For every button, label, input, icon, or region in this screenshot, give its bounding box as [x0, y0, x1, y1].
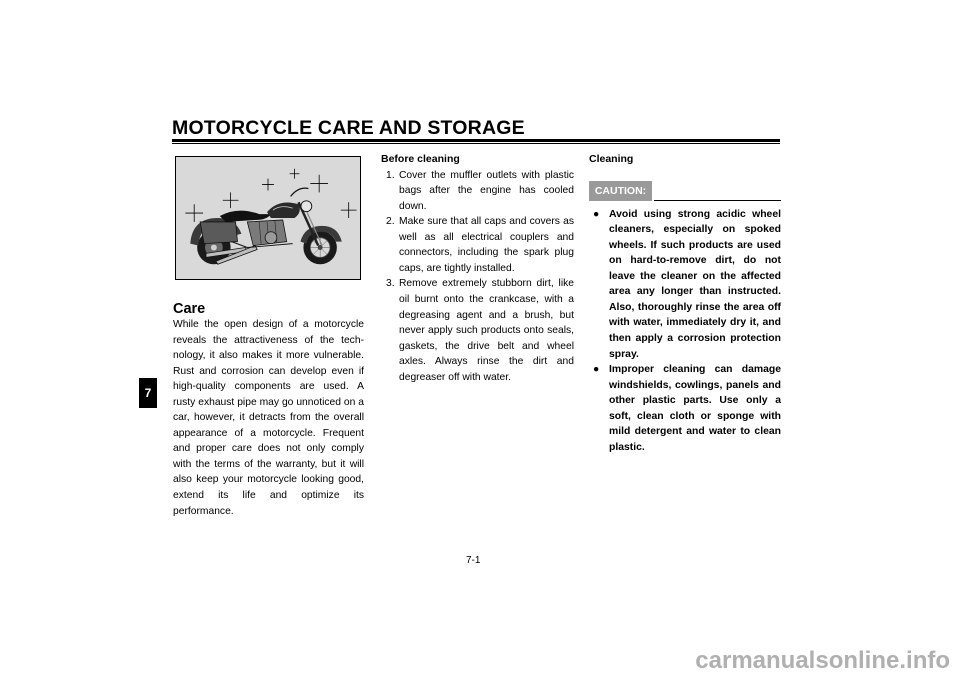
bullet-icon: ● — [593, 208, 600, 220]
header-rule — [172, 139, 780, 142]
caution-banner — [589, 181, 781, 201]
cleaning-heading: Cleaning — [589, 153, 634, 165]
step-text: Cover the muffler outlets with plastic bags after the engine has cooled down. — [399, 169, 574, 212]
header-rule-thin — [172, 143, 780, 144]
list-item — [381, 168, 574, 215]
page-number: 7-1 — [466, 555, 481, 566]
before-cleaning-heading: Before cleaning — [381, 153, 460, 165]
page-title: MOTORCYCLE CARE AND STORAGE — [172, 117, 525, 139]
care-paragraph: While the open design of a motorcycle reveals the attractiveness of the technology, it also makes it more vulnerable. Rust and corrosion can develop even if high-quality components are used. A rusty exhaust pipe may go unnoticed on a car, however, it detracts from the overall appearance of a motorcycle. Frequent and proper care does not only comply with the terms of the warranty, but it will also keep your motorcycle looking good, extend its life and optimize its performance. — [173, 319, 364, 517]
before-cleaning-steps — [381, 168, 574, 386]
watermark: carmanualsonline.info — [695, 647, 950, 674]
step-number: 1. — [386, 169, 395, 181]
caution-rule — [654, 200, 781, 201]
before-cleaning-column — [381, 152, 574, 385]
list-item — [589, 207, 781, 362]
chapter-tab — [139, 378, 157, 408]
caution-text: Improper cleaning can damage windshields, cowlings, panels and other plastic parts. Use only a soft, clean cloth or sponge with mild detergent and water to clean plastic. — [609, 364, 781, 453]
caution-label: CAUTION: — [589, 181, 652, 201]
bullet-icon: ● — [593, 364, 600, 376]
list-item — [589, 362, 781, 455]
cleaning-column — [589, 152, 781, 455]
caution-text: Avoid using strong acidic wheel cleaners, especially on spoked wheels. If such products are used on hard-to-remove dirt, do not leave the cleaner on the affected area any longer than instructed. Also, thoroughly rinse the area off with water, immediately dry it, and then apply a corrosion protection spray. — [609, 208, 781, 360]
care-heading: Care — [173, 301, 206, 317]
chapter-tab-number: 7 — [144, 386, 152, 400]
motorcycle-illustration — [175, 156, 361, 280]
step-text: Remove extremely stubborn dirt, like oil burnt onto the crankcase, with a degreasing agent and a brush, but never apply such products onto seals, gaskets, the drive belt and wheel axles. Always rinse the dirt and degreaser off with water. — [399, 278, 574, 383]
caution-list — [589, 207, 781, 456]
motorcycle-drawing — [176, 157, 360, 279]
step-text: Make sure that all caps and covers as well as all electrical couplers and connectors, including the spark plug caps, are tightly installed. — [399, 216, 574, 274]
list-item — [381, 214, 574, 276]
step-number: 3. — [386, 278, 395, 290]
list-item — [381, 276, 574, 385]
step-number: 2. — [386, 216, 395, 228]
